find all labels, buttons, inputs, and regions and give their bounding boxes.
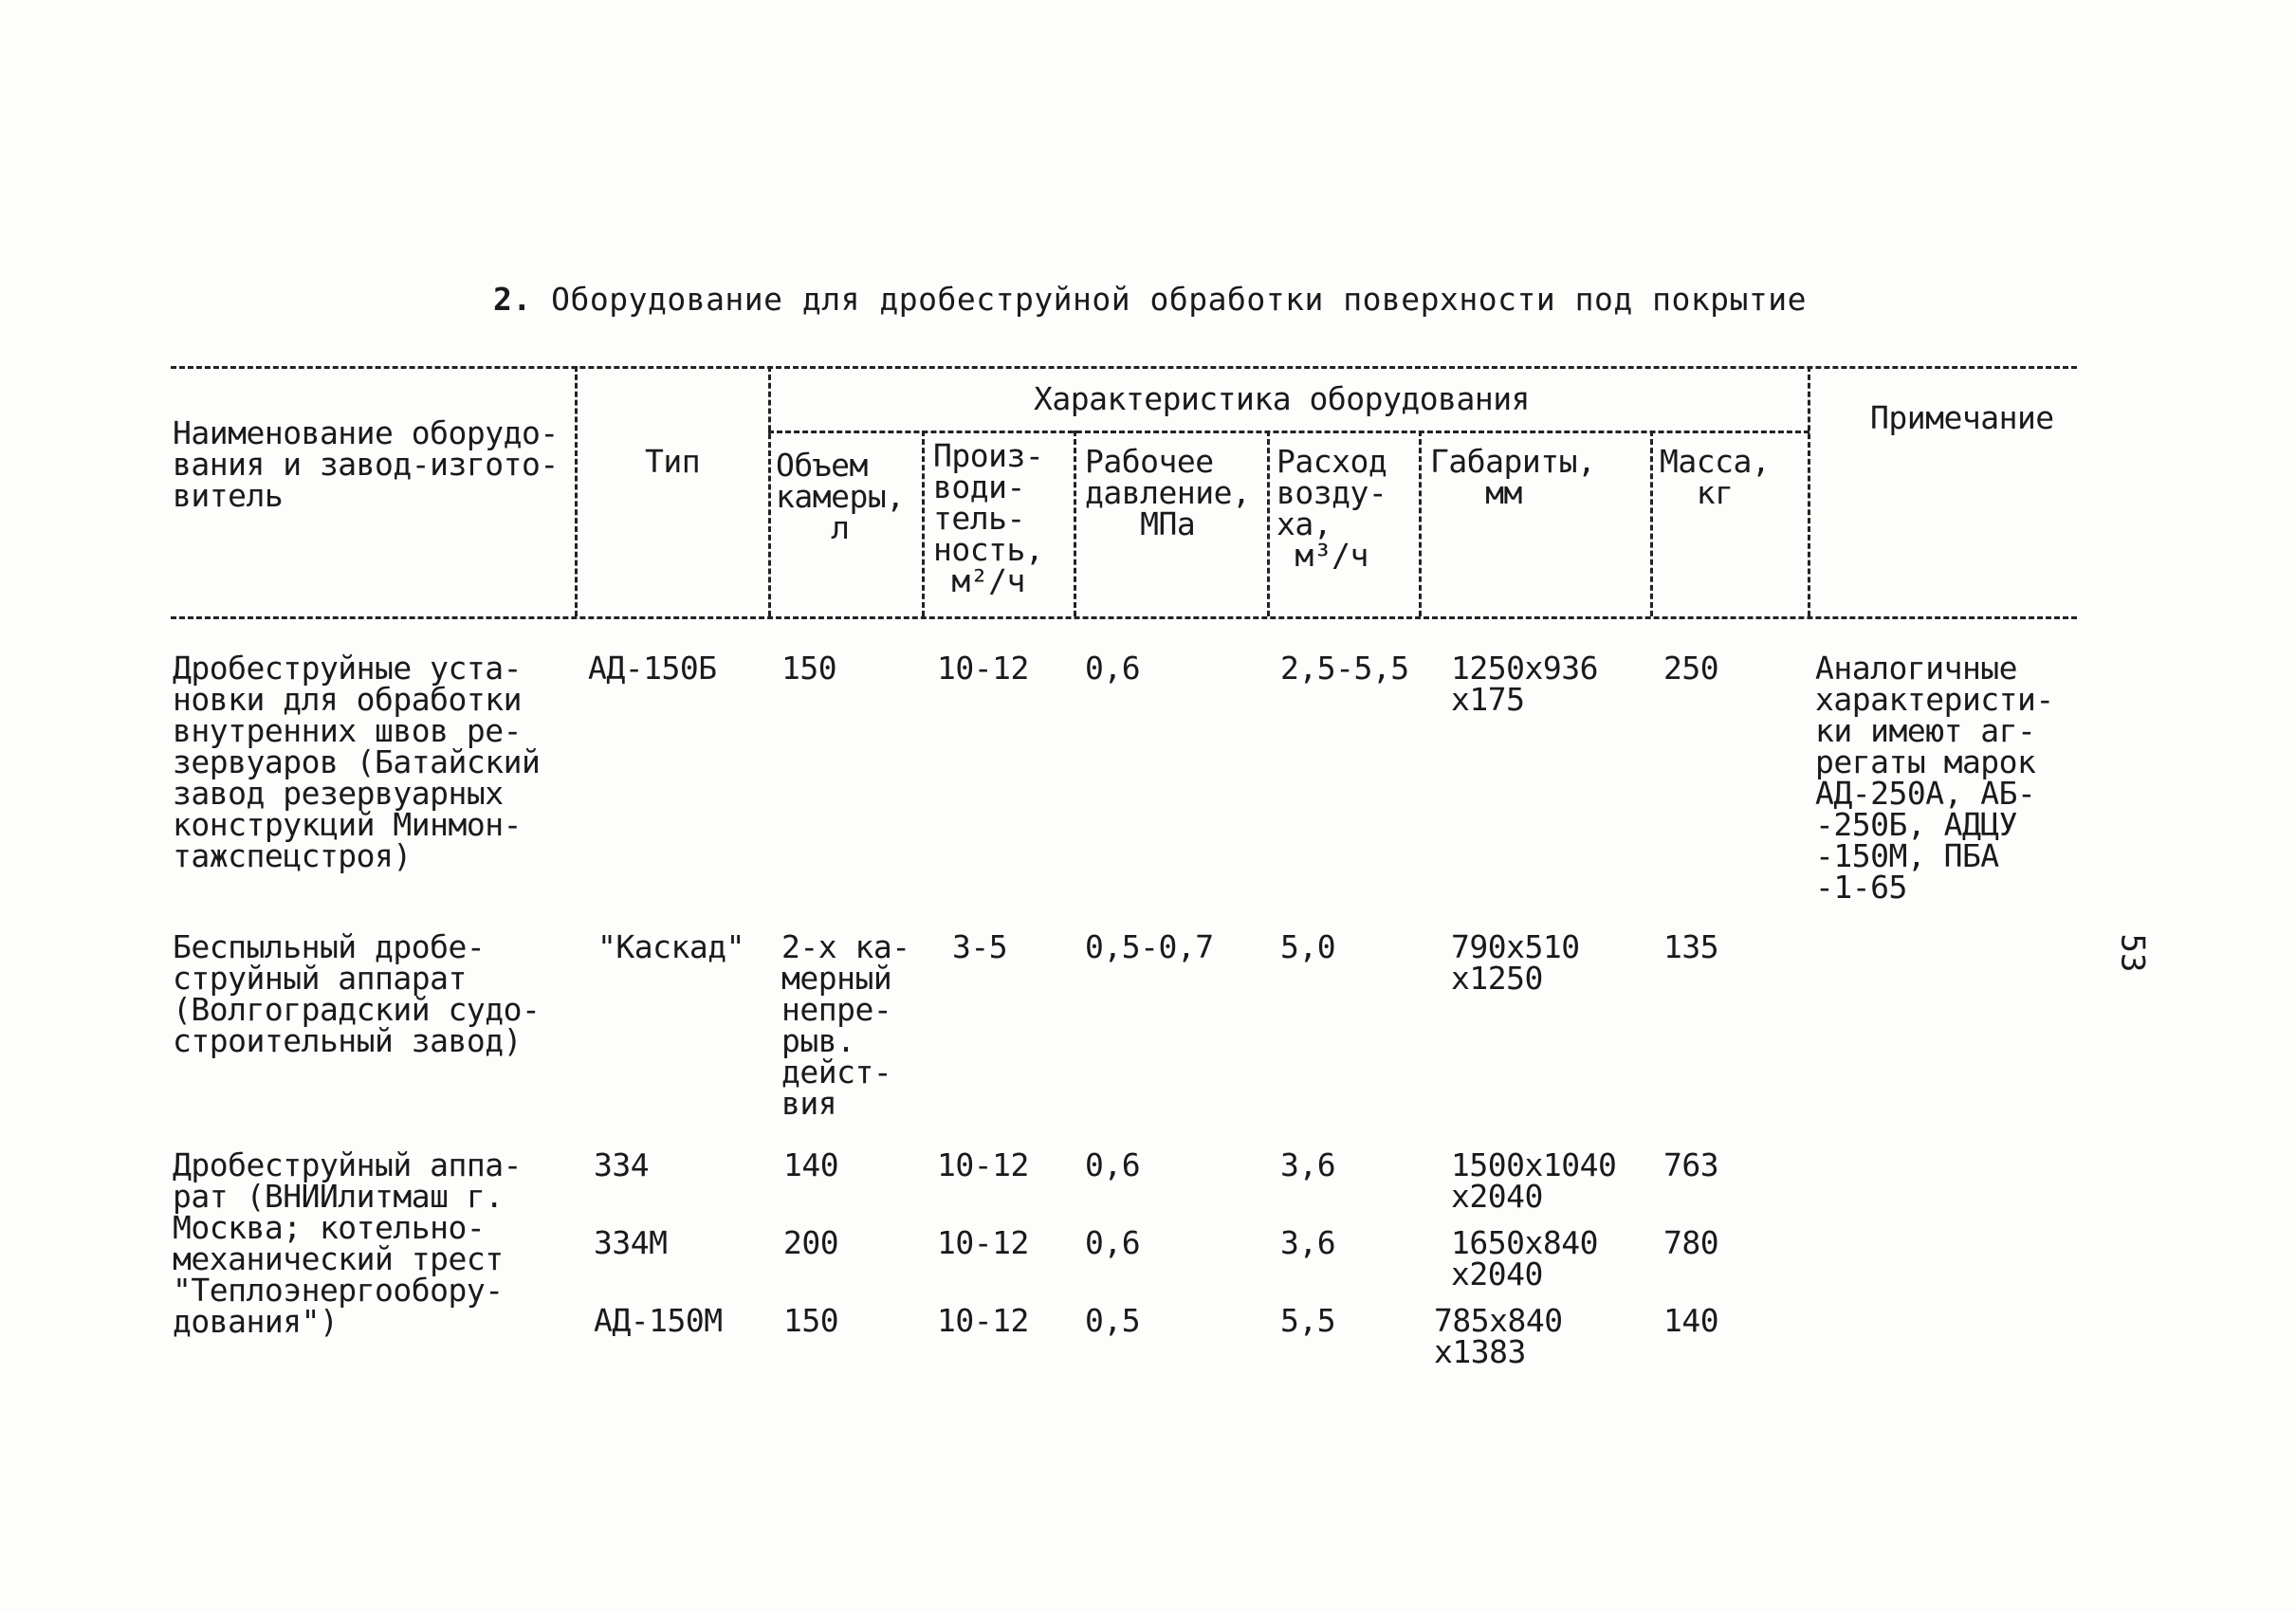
row4-mass: 780 [1663, 1224, 1719, 1261]
page-number: 53 [2113, 933, 2152, 973]
row5-pressure: 0,5 [1085, 1302, 1141, 1339]
row5-mass: 140 [1663, 1302, 1719, 1339]
header-volume: Объем камеры, л [776, 447, 905, 546]
row3-mass: 763 [1663, 1146, 1719, 1183]
row4-productivity: 10-12 [937, 1224, 1029, 1261]
header-pressure: Рабочее давление, МПа [1085, 443, 1251, 542]
header-air: Расход возду- ха, м³/ч [1277, 443, 1387, 574]
row4-pressure: 0,6 [1085, 1224, 1141, 1261]
row4-type: 334М [594, 1224, 668, 1261]
col-divider [1419, 431, 1422, 616]
col-divider [1650, 431, 1653, 616]
table-top-rule [171, 366, 2077, 369]
row5-productivity: 10-12 [937, 1302, 1029, 1339]
row1-dims: 1250x936 x175 [1451, 650, 1598, 718]
row3-name: Дробеструйный аппа- рат (ВНИИлитмаш г. Москва; котельно- механический трест "Теплоэнергообору- дования") [173, 1146, 522, 1340]
row2-air: 5,0 [1280, 928, 1336, 965]
row3-productivity: 10-12 [937, 1146, 1029, 1183]
header-type: Тип [645, 443, 701, 480]
row2-type: "Каскад" [597, 928, 744, 965]
col-divider [768, 366, 771, 616]
row2-dims: 790x510 x1250 [1451, 928, 1580, 997]
row4-air: 3,6 [1280, 1224, 1336, 1261]
row1-air: 2,5-5,5 [1280, 650, 1409, 687]
row2-volume: 2-х ка- мерный непре- рыв. дейст- вия [781, 928, 910, 1122]
col-divider [575, 366, 578, 616]
col-divider [1808, 366, 1810, 616]
row4-dims: 1650x840 x2040 [1451, 1224, 1598, 1292]
row1-pressure: 0,6 [1085, 650, 1141, 687]
row2-productivity: 3-5 [952, 928, 1008, 965]
row3-volume: 140 [783, 1146, 839, 1183]
header-bottom-rule [171, 616, 2077, 619]
row1-mass: 250 [1663, 650, 1719, 687]
row5-volume: 150 [783, 1302, 839, 1339]
row3-air: 3,6 [1280, 1146, 1336, 1183]
header-name: Наименование оборудо- вания и завод-изгото- витель [173, 414, 559, 514]
row2-name: Беспыльный дробе- струйный аппарат (Волгоградский судо- строительный завод) [173, 928, 541, 1059]
header-productivity: Произ- води- тель- ность, м²/ч [933, 437, 1044, 599]
row1-productivity: 10-12 [937, 650, 1029, 687]
col-divider [922, 431, 925, 616]
row3-pressure: 0,6 [1085, 1146, 1141, 1183]
row3-dims: 1500x1040 x2040 [1451, 1146, 1617, 1215]
header-dims: Габариты, мм [1430, 443, 1596, 511]
row1-note: Аналогичные характеристи- ки имеют аг- регаты марок АД-250А, АБ- -250Б, АДЦУ -150М, ПБА -1-65 [1815, 650, 2054, 906]
row2-pressure: 0,5-0,7 [1085, 928, 1214, 965]
row4-volume: 200 [783, 1224, 839, 1261]
header-characteristics: Характеристика оборудования [1034, 380, 1530, 417]
row5-air: 5,5 [1280, 1302, 1336, 1339]
header-mass: Масса, кг [1660, 443, 1771, 511]
row3-type: 334 [594, 1146, 650, 1183]
col-divider [1074, 431, 1076, 616]
col-divider [1267, 431, 1270, 616]
row1-type: АД-150Б [588, 650, 717, 687]
page-title: 2. Оборудование для дробеструйной обработки поверхности под покрытие [493, 281, 1808, 318]
row2-mass: 135 [1663, 928, 1719, 965]
row5-type: АД-150М [594, 1302, 723, 1339]
header-note: Примечание [1870, 399, 2054, 436]
row5-dims: 785x840 x1383 [1434, 1302, 1563, 1370]
row1-name: Дробеструйные уста- новки для обработки внутренних швов ре- зервуаров (Батайский завод резервуарных конструкций Минмон- тажспецстроя) [173, 650, 541, 874]
row1-volume: 150 [781, 650, 837, 687]
